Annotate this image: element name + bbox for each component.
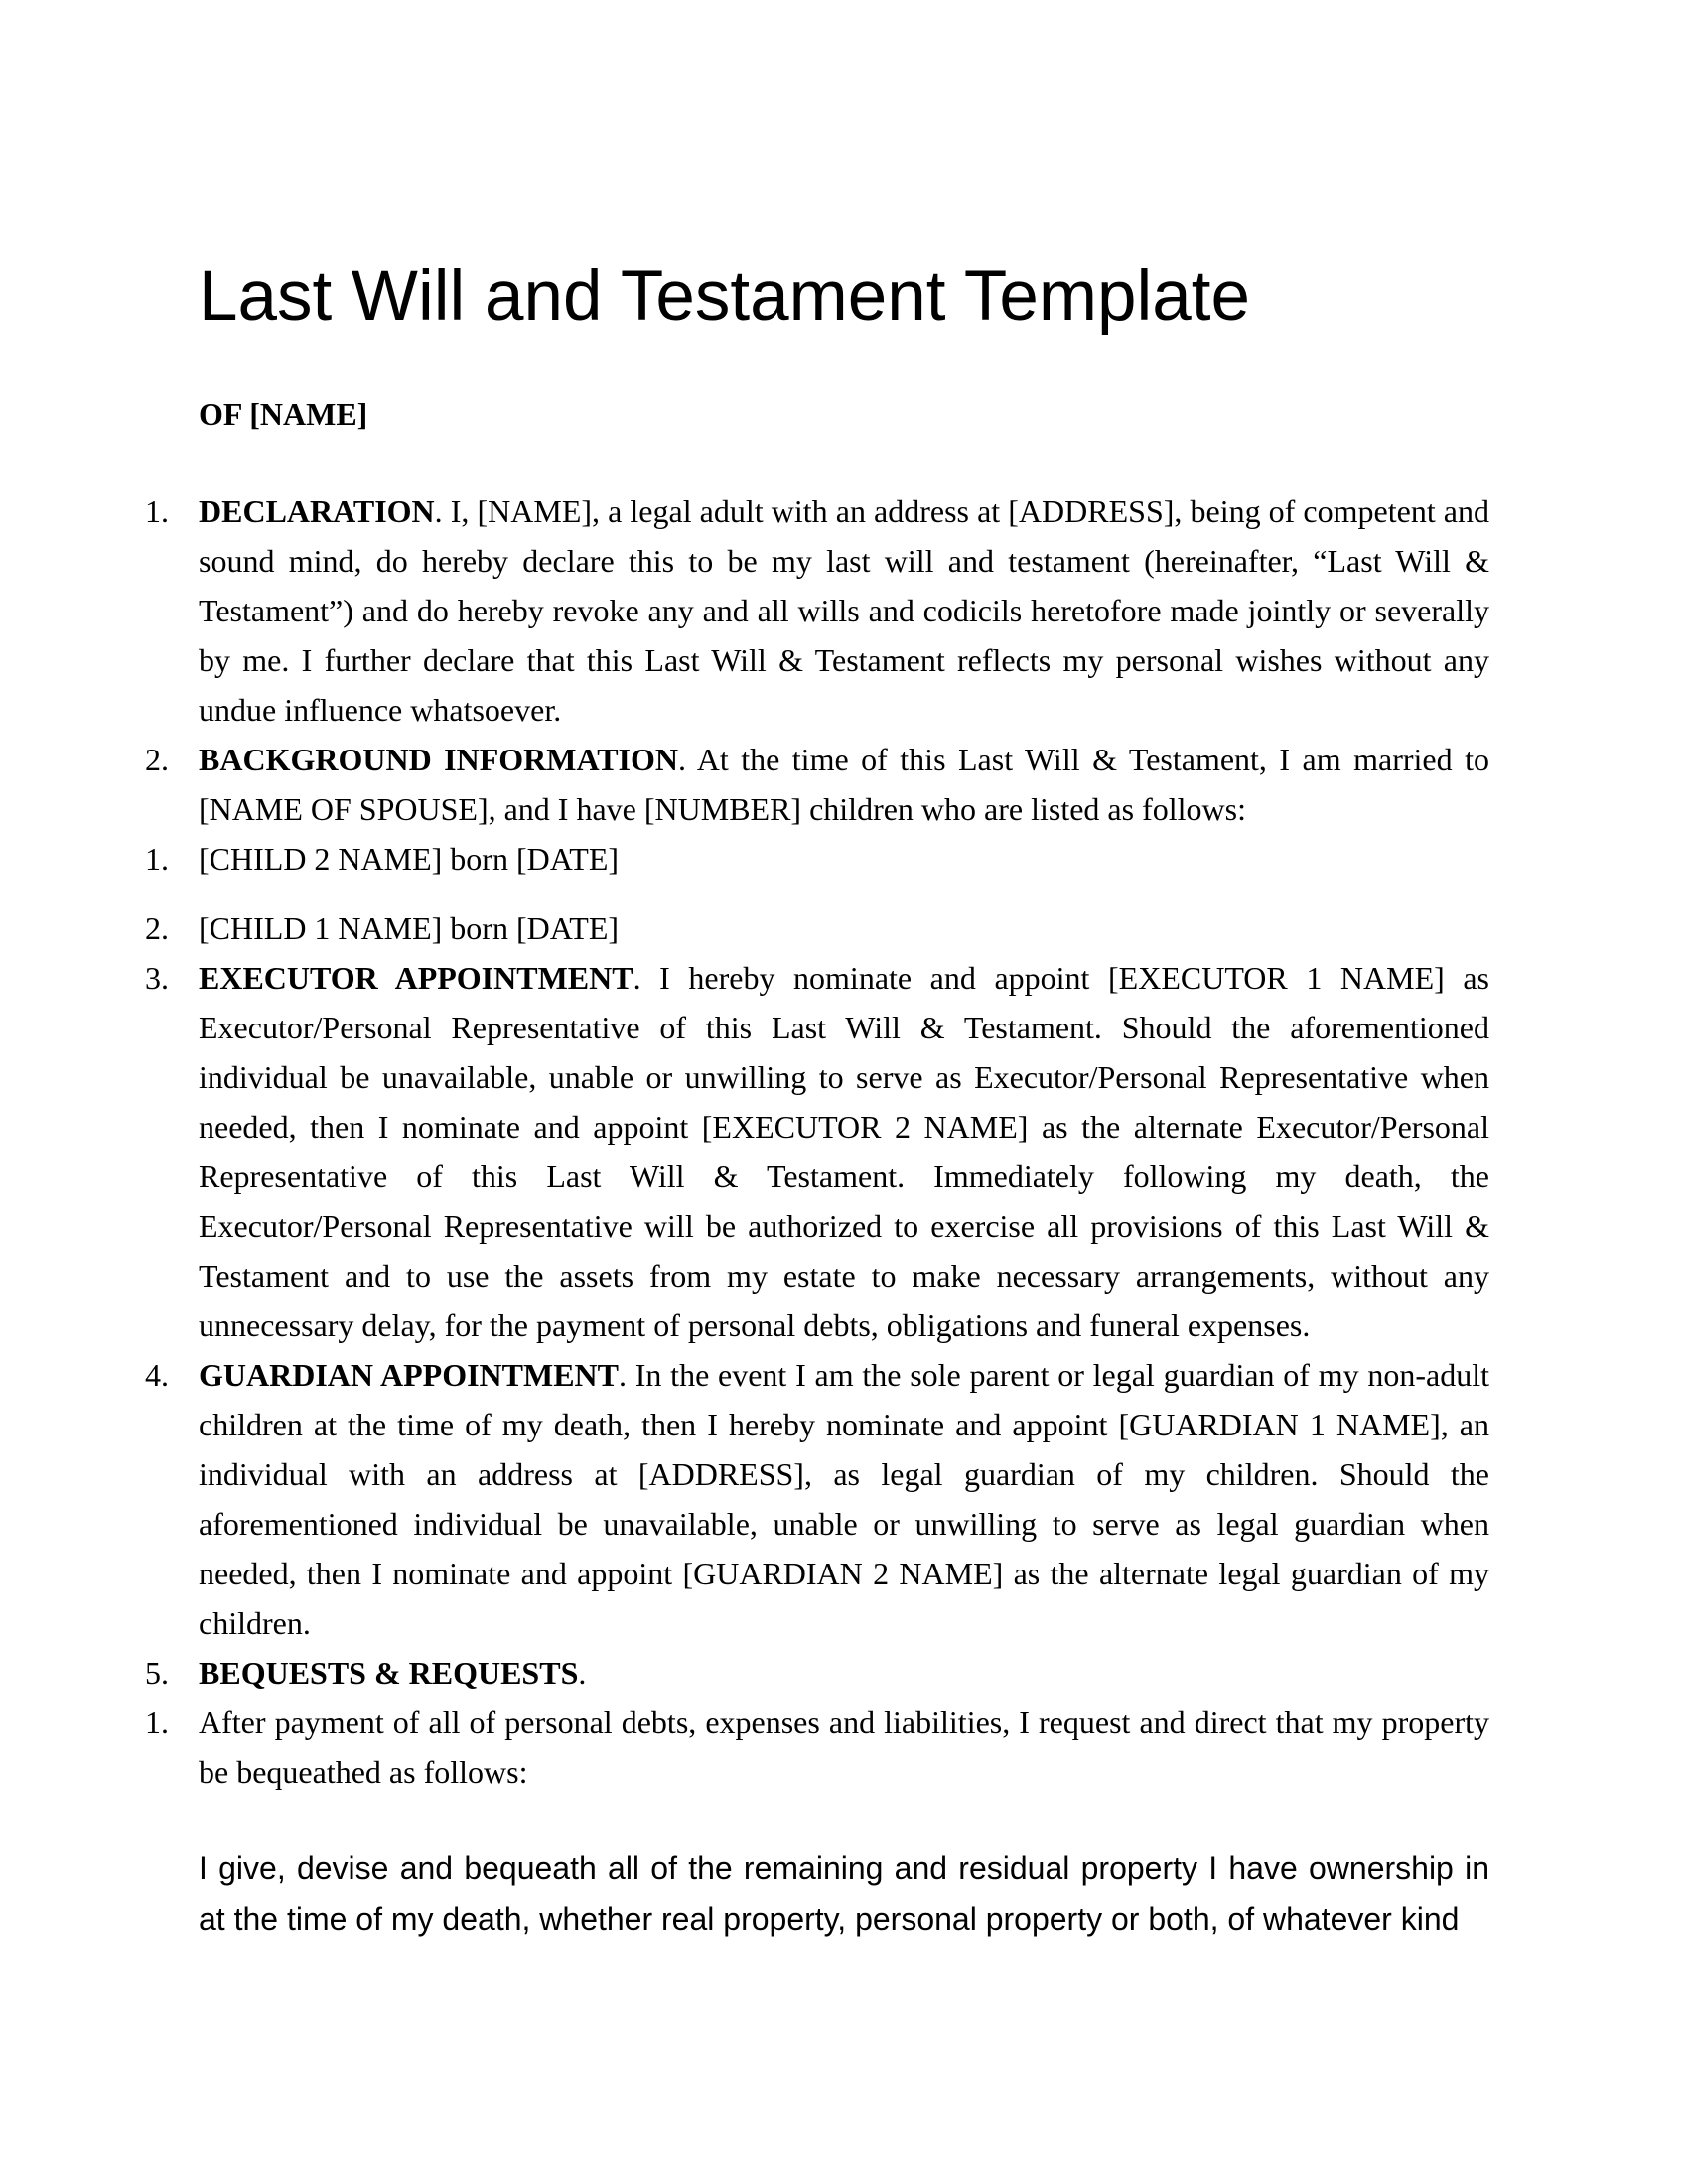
list-number: 5. (145, 1655, 169, 1691)
residual-property-paragraph: I give, devise and bequeath all of the remaining and residual property I have ownership in at the time of my death, whether real property, personal property or both, of whatever kind (199, 1850, 1489, 1937)
list-number: 1. (145, 1705, 169, 1740)
clause-guardian-appointment (0, 1350, 1489, 1648)
clause-bequests-requests (0, 1648, 1489, 1698)
child-list-item (0, 834, 1489, 884)
clause-declaration (0, 486, 1489, 735)
document-title: Last Will and Testament Template (199, 257, 1250, 336)
clause-heading: BACKGROUND INFORMATION (199, 742, 678, 777)
clause-executor-appointment (0, 953, 1489, 1350)
clause-text: . I hereby nominate and appoint [EXECUTOR 1 NAME] as Executor/Personal Representative of this Last Will & Testament. Should the aforementioned individual be unavailable, unable or unwilling to serve as Executor/Personal Representative when needed, then I nominate and appoint [EXECUTOR 2 NAME] as the alternate Executor/Personal Representative of this Last Will & Testament. Immediately following my death, the Executor/Personal Representative will be authorized to exercise all provisions of this Last Will & Testament and to use the assets from my estate to make necessary arrangements, without any unnecessary delay, for the payment of personal debts, obligations and funeral expenses. (199, 960, 1490, 1343)
bequest-entry-text: After payment of all of personal debts, expenses and liabilities, I request and direct that my property be bequeathed as follows: (199, 1705, 1489, 1790)
document-subtitle: OF [NAME] (199, 396, 368, 432)
list-number: 2. (145, 910, 169, 946)
clause-heading: DECLARATION (199, 493, 435, 529)
clause-heading: GUARDIAN APPOINTMENT (199, 1357, 619, 1393)
document-body (0, 486, 1688, 1797)
list-number: 1. (145, 841, 169, 877)
clause-text: . (578, 1655, 587, 1691)
list-number: 1. (145, 493, 169, 529)
clause-heading: BEQUESTS & REQUESTS (199, 1655, 579, 1691)
clause-text: . I, [NAME], a legal adult with an address at [ADDRESS], being of competent and sound mind, do hereby declare this to be my last will and testament (hereinafter, “Last Will & Testament”) and do hereby revoke any and all wills and codicils heretofore made jointly or severally by me. I further declare that this Last Will & Testament reflects my personal wishes without any undue influence whatsoever. (199, 493, 1489, 728)
clause-heading: EXECUTOR APPOINTMENT (199, 960, 633, 996)
bequest-list-item (0, 1698, 1489, 1797)
list-number: 4. (145, 1357, 169, 1393)
list-number: 2. (145, 742, 169, 777)
clause-text: . At the time of this Last Will & Testament, I am married to [NAME OF SPOUSE], and I have [NUMBER] children who are listed as follows: (199, 742, 1489, 827)
clause-text: . In the event I am the sole parent or legal guardian of my non-adult children at the time of my death, then I hereby nominate and appoint [GUARDIAN 1 NAME], an individual with an address at [ADDRESS], as legal guardian of my children. Should the aforementioned individual be unavailable, unable or unwilling to serve as legal guardian when needed, then I nominate and appoint [GUARDIAN 2 NAME] as the alternate legal guardian of my children. (199, 1357, 1490, 1641)
child-entry-text: [CHILD 1 NAME] born [DATE] (199, 910, 620, 946)
child-entry-text: [CHILD 2 NAME] born [DATE] (199, 841, 620, 877)
child-list-item (0, 903, 1489, 953)
clause-background-information (0, 735, 1489, 834)
list-number: 3. (145, 960, 169, 996)
